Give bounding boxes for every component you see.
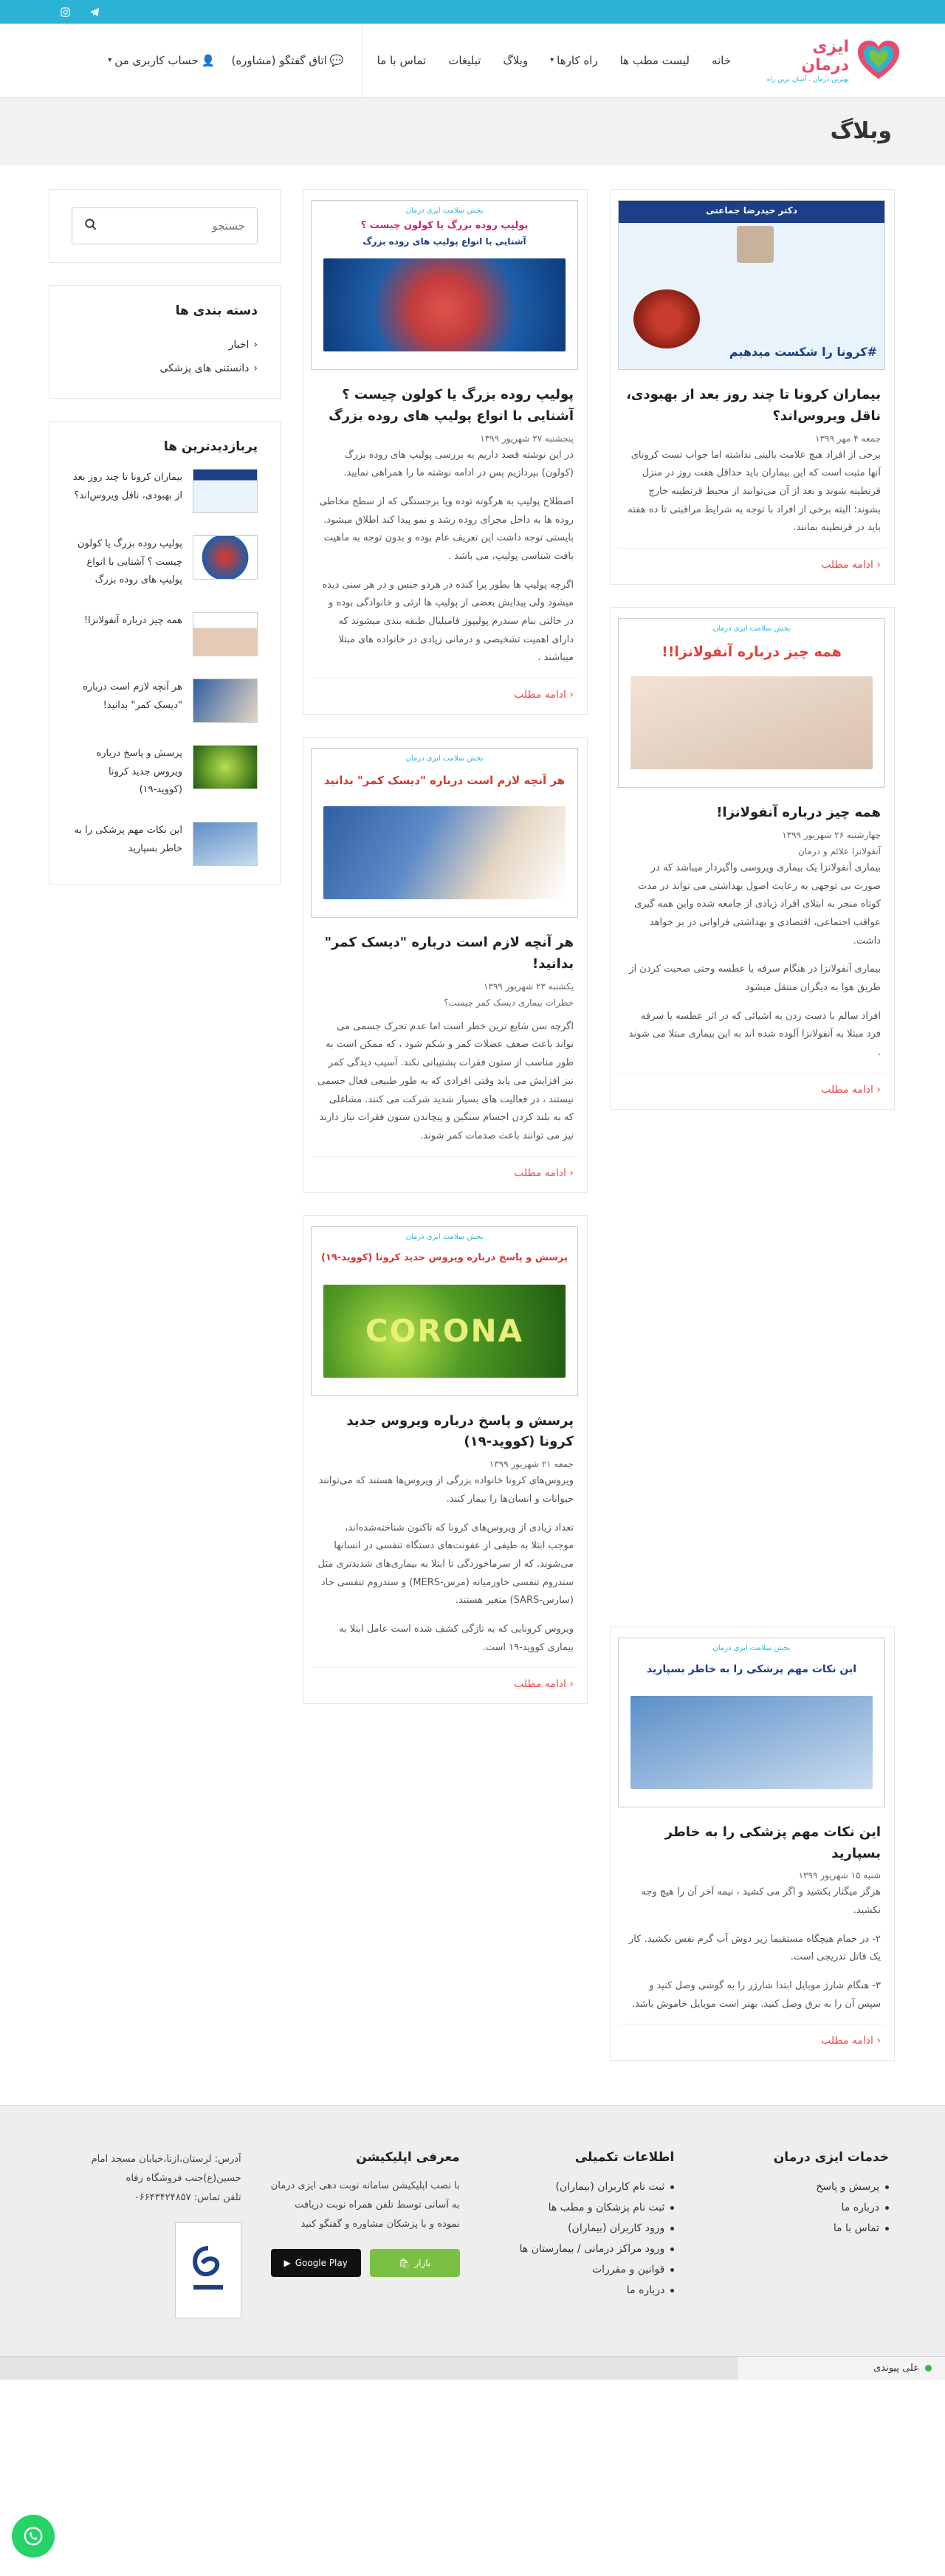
footer-link[interactable] [489,2280,675,2301]
post-excerpt [619,1883,885,2013]
footer-link[interactable] [489,2239,675,2259]
footer-link-label: ورود مراکز درمانی / بیمارستان ها [519,2243,665,2256]
read-more-label: ادامه مطلب [514,689,566,701]
enamad-badge[interactable] [175,2222,241,2318]
post-more-wrap [312,1667,578,1690]
online-user-label: علی پیوندی [873,2363,919,2374]
post-excerpt-paragraph: بیماری آنفولانزا در هنگام سرفه یا عطسه وحتی صحبت کردن از طریق هوا به دیگران منتقل میشود [629,964,881,993]
category-item-news[interactable] [72,333,258,357]
search-icon[interactable] [84,218,97,234]
post-image-heading: هر آنچه لازم است درباره "دیسک کمر" بدانید [323,774,566,788]
post-image-brand: بخش سلامت ایزی درمان [405,755,484,763]
post-date: جمعه ۲۱ شهریور ۱۳۹۹ [489,1459,574,1470]
post-image-photo [630,1696,873,1789]
popular-thumbnail [193,535,258,580]
footer-link[interactable] [489,2218,675,2239]
popular-thumbnail [193,745,258,789]
post-category: آنفولانزا علائم و درمان [797,845,881,856]
column-spacer [610,1132,895,1604]
post-excerpt [312,1472,578,1657]
footer-services-title: خدمات ایزی درمان [773,2150,889,2165]
popular-item[interactable] [72,822,258,866]
post-image-photo [630,676,873,769]
popular-item-title: هر آنچه لازم است درباره "دیسک کمر" بدانید! [83,681,182,711]
search-box [72,207,258,244]
footer-app-title: معرفی اپلیکیشن [356,2150,460,2165]
read-more-link[interactable]: ‹ ادامه مطلب [821,1083,881,1096]
popular-thumbnail [193,822,258,866]
post-excerpt-paragraph: هرگز میگنار بکشید و اگر می کشید ، نیمه آخر آن را هیچ وجه نکشید. [641,1886,881,1916]
footer-extra [489,2150,675,2326]
sidebar [49,189,281,885]
popular-title: پربازدیدترین ها [163,439,258,454]
nav-solutions-label: راه کارها [557,53,598,67]
footer-link[interactable] [489,2177,675,2197]
instagram-icon[interactable] [58,4,72,19]
post-title[interactable]: بیماران کرونا تا چند روز بعد از بهبودی، ناقل ویروس‌اند؟ [626,387,881,424]
popular-item-title: پولیپ روده بزرگ یا کولون چیست ؟ آشنایی با انواع پولیپ های روده بزرگ [77,538,182,586]
post-grid [303,189,895,2061]
popular-item-title: این نکات مهم پزشکی را به خاطر بسپارید [74,825,182,854]
post-date: شنبه ۱۵ شهریور ۱۳۹۹ [798,1870,881,1881]
post-image-photo [323,1285,566,1378]
footer-app-text: با نصب اپلیکیشن سامانه نوبت دهی ایزی درمان به آسانی توسط تلفن همراه نوبت دریافت نموده و با پزشکان مشاوره و گفتگو کنید [270,2180,460,2230]
user-icon: 👤 [201,53,216,67]
footer-link[interactable] [704,2218,889,2239]
post-column-left [303,189,588,1704]
popular-item[interactable] [72,469,258,513]
footer-services [704,2150,889,2326]
post-image-photo [323,806,566,899]
footer-link-label: ثبت نام کاربران (بیماران) [555,2181,665,2194]
footer-link[interactable] [489,2197,675,2218]
bullet-icon [885,2185,889,2189]
post-more-wrap [619,2024,885,2047]
post-excerpt-paragraph: افراد سالم با دست زدن به اشیائی که در اثر عطسه یا سرفه فرد مبتلا به آنفولانزا آلوده شده اند به این بیماری مبتلا می شوند . [628,1010,881,1059]
post-excerpt-paragraph: تعداد زیادی از ویروس‌های کرونا که تاکنون شناخته‌شده‌اند، موجب ابتلا به طیفی از عفونت‌های دستگاه تنفسی در انسانها می‌شوند. که از سرماخوردگی تا ابتلا به بیماری‌های شدیدتری مثل سندروم تنفسی خاورمیانه (مرس-MERS) و سندروم تنفسی حاد (سارس-SARS) متغیر هستند. [317,1522,574,1607]
chat-bubble-icon: 💬 [329,53,344,67]
post-title[interactable]: این نکات مهم پزشکی را به خاطر بسپارید [664,1824,881,1861]
nav-solutions[interactable] [550,54,598,67]
post-excerpt [312,1018,578,1146]
bazaar-button[interactable] [370,2249,460,2277]
post-thumbnail[interactable] [618,618,885,788]
bullet-icon [670,2289,674,2292]
post-more-wrap [312,1156,578,1179]
footer-contact [56,2150,241,2326]
post-excerpt [619,859,885,1062]
post-image-brand: بخش سلامت ایزی درمان [405,1232,484,1241]
post-card [610,1627,895,2061]
footer-link-label: قوانین و مقررات [591,2264,665,2276]
bullet-icon [670,2206,674,2210]
nav-home[interactable]: خانه [711,53,731,67]
search-widget [49,189,281,263]
post-image-word: CORONA [365,1313,524,1350]
post-excerpt-paragraph: بیماری آنفولانزا یک بیماری ویروسی واگیردار میباشد که در صورت بی توجهی به رعایت اصول بهداشتی می تواند در مدت کوتاه منجر به ابتلای افراد زیادی از جامعه شده واین همه گیری عواقب اجتماعی، اقتصادی و بهداشتی فراوانی در بر خواهد داشت. [634,862,881,947]
post-image-heading: این نکات مهم پزشکی را به خاطر بسپارید [646,1663,857,1675]
search-input[interactable] [97,219,245,233]
post-image-brand: بخش سلامت ایزی درمان [712,1644,791,1652]
bottom-bar [0,2356,945,2380]
account-label: حساب کاربری من [114,53,199,67]
google-play-icon: ▶ [284,2258,291,2269]
post-more-wrap [312,678,578,701]
post-image-brand: بخش سلامت ایزی درمان [712,625,791,633]
post-image-heading: پولیپ روده بزرگ یا کولون چیست ؟ [360,220,529,231]
category-label: دانستنی های پزشکی [159,363,250,374]
bullet-icon [670,2227,674,2230]
post-more-wrap [619,548,885,571]
logo-tagline: بهترین درمان ، آسان ترین راه [766,75,849,83]
post-image-doctor: دکتر حیدرضا جماعتی [706,205,797,216]
main-nav [377,24,731,97]
post-column-right [610,189,895,2061]
chevron-left-icon: ‹ [253,363,258,374]
nav-blog[interactable]: وبلاگ [503,53,529,67]
post-image-heading: همه چیز درباره آنفولانزا!! [662,644,842,661]
post-card [610,189,895,585]
footer-link[interactable] [704,2197,889,2218]
footer-app [271,2150,460,2326]
chevron-down-icon: ▾ [108,56,112,64]
post-excerpt [619,447,885,537]
chevron-down-icon: ▾ [550,56,554,64]
post-thumbnail[interactable] [311,748,578,918]
footer-link-label: درباره ما [626,2284,665,2297]
popular-thumbnail [193,679,258,723]
post-title[interactable]: هر آنچه لازم است درباره "دیسک کمر" بدانید! [324,935,574,972]
telegram-icon[interactable] [87,4,102,19]
read-more-link[interactable]: ‹ ادامه مطلب [514,689,574,701]
post-date: چهارشنبه ۲۶ شهریور ۱۳۹۹ [782,829,881,840]
post-excerpt-paragraph: ویروس‌های کرونا خانواده بزرگی از ویروس‌ها هستند که می‌توانند حیوانات و انسان‌ها را بیمار کنند. [318,1475,574,1505]
page-title-bar [0,97,945,165]
read-more-label: ادامه مطلب [514,1167,566,1179]
popular-item-title: پرسش و پاسخ درباره ویروس جدید کرونا (کووید-۱۹) [96,748,182,796]
footer-link-label: تماس با ما [833,2222,879,2235]
user-nav [108,54,343,67]
post-image-photo [737,226,774,263]
post-date: جمعه ۴ مهر ۱۳۹۹ [815,433,881,444]
bullet-icon [670,2185,674,2189]
google-play-button[interactable] [271,2249,361,2277]
read-more-link[interactable]: ‹ ادامه مطلب [821,559,881,571]
bullet-icon [670,2247,674,2251]
footer-link[interactable] [489,2259,675,2280]
post-image-virus [633,289,700,348]
post-date: یکشنبه ۲۳ شهریور ۱۳۹۹ [483,980,574,992]
popular-thumbnail [193,612,258,656]
google-play-label: Google Play [295,2258,348,2269]
popular-thumbnail [193,469,258,513]
nav-contact[interactable]: تماس با ما [377,53,427,67]
post-excerpt-paragraph: برخی از افراد هیچ علامت بالینی نداشته اما جواب تست کرونای آنها مثبت است که این بیماران باید حداقل هفت روز در منزل قرنطینه شوند و بعد از آن می‌توانند از محیط قرنطینه خارج بشوند؛ البته برخی از افراد با توجه به شرایط مراقبتی تا ده هفته باید در قرنطینه بمانند. [628,449,881,534]
popular-item-title: بیماران کرونا تا چند روز بعد از بهبودی، ناقل ویروس‌اند؟ [72,472,182,501]
post-excerpt [312,447,578,668]
logo-title: ایزی درمان [801,37,849,75]
top-bar [0,0,945,24]
site-logo[interactable] [760,38,901,83]
post-category: خطرات بیماری دیسک کمر چیست؟ [444,997,574,1008]
footer-link[interactable] [704,2177,889,2197]
post-title[interactable]: پولیپ روده بزرگ یا کولون چیست ؟ آشنایی با انواع پولیپ های روده بزرگ [329,387,574,424]
nav-ads[interactable]: تبلیغات [448,53,481,67]
read-more-link[interactable]: ‹ ادامه مطلب [821,2035,881,2047]
footer-link-label: ثبت نام پزشکان و مطب ها [548,2202,665,2214]
post-image-subheading: آشنایی با انواع پولیپ های روده بزرگ [362,236,526,247]
categories-title: دسته بندی ها [175,303,258,318]
blog-content [0,165,945,2105]
online-dot-icon [925,2365,932,2371]
account-menu[interactable] [108,54,215,67]
post-card [303,1215,588,1705]
post-image-photo [323,258,566,351]
nav-clinics[interactable]: لیست مطب ها [619,53,690,67]
post-excerpt-paragraph: اصطلاح پولیپ به هرگونه توده ویا برجستگی که از سطح مخاطی روده ها به داخل مجرای روده رشد و نمو پیدا کند اطلاق میشود. بایستی توجه داشت این تعریف عام بوده و بدون توجه به ماهیت بافت شناسی پولیپ، می باشد . [319,495,574,563]
footer-link-label: ورود کاربران (بیماران) [568,2222,665,2235]
post-more-wrap [619,1073,885,1096]
logo-heart-icon [856,39,901,82]
site-header [0,24,945,97]
site-footer [0,2105,945,2356]
post-card [303,189,588,715]
post-excerpt-paragraph: اگرچه پولیپ ها بطور پرا کنده در هردو جنس و در هر سنی دیده میشود ولی پیدایش بعضی از پولیپ ها ارثی و خانوادگی بوده و در حالتی بنام سندرم پولیپوز فامیلیال طبقه بندی میشوند که دارای اهمیت تشخیصی و درمانی زیادی در خانواده های مبتلا میباشند . [322,579,574,664]
read-more-link[interactable]: ‹ ادامه مطلب [514,1167,574,1179]
bazaar-label: بازار [414,2258,431,2269]
footer-address: آدرس: لرستان،ازنا،خیابان مسجد امام حسین(ع)جنب فروشگاه رفاه [91,2154,241,2185]
post-excerpt-paragraph: در این نوشته قصد داریم به بررسی پولیپ های روده بزرگ (کولون) بپردازیم پس در ادامه نوشته ما را همراهی نمایید. [343,449,574,479]
footer-link-label: پرسش و پاسخ [816,2181,879,2194]
bullet-icon [885,2206,889,2210]
online-status[interactable] [738,2357,945,2380]
post-card [303,737,588,1192]
footer-extra-title: اطلاعات تکمیلی [574,2150,675,2165]
popular-item[interactable] [72,535,258,590]
store-buttons [271,2249,460,2277]
post-excerpt-paragraph: اگرچه سن شایع ترین خطر است اما عدم تحرک جسمی می تواند باعث ضعف عضلات کمر و شکم شود ، که ممکن است به طور مناسب از ستون فقرات پشتیبانی نکند. آسیب دیدگی کمر نیز افزایش می یابد وقتی افرادی که به طور طبیعی فعال جسمی نیستند ، در فعالیت های بسیار شدید شرکت می کنند. مشاغلی که به بلند کردن اجسام سنگین و پیچاندن ستون فقرات نیاز دارند نیز می توانند باعث صدمات کمر شوند. [317,1020,574,1141]
post-image-heading: #کرونا را شکست میدهیم [729,345,877,359]
read-more-label: ادامه مطلب [821,2035,873,2047]
post-thumbnail[interactable] [618,1638,885,1807]
chat-room-label: اتاق گفتگو (مشاوره) [231,53,327,67]
footer-phone: تلفن تماس: ۰۶۶۴۳۴۲۴۸۵۷ [134,2192,241,2204]
read-more-label: ادامه مطلب [514,1678,566,1691]
bullet-icon [670,2268,674,2272]
post-excerpt-paragraph: ۳- هنگام شارژ موبایل ابتدا شارژر را به گوشی وصل کنید و سپس آن را به برق وصل کنید. بهتر است موبایل خاموش باشد. [631,1980,881,2010]
page-title: وبلاگ [830,118,892,144]
category-label: اخبار [228,339,250,351]
post-thumbnail[interactable] [618,200,885,370]
chevron-left-icon: ‹ [253,339,258,351]
post-title[interactable]: پرسش و پاسخ درباره ویروس جدید کرونا (کووید-۱۹) [346,1412,574,1450]
read-more-label: ادامه مطلب [821,1083,873,1096]
bazaar-icon: 🛍 [399,2258,410,2269]
whatsapp-icon[interactable] [12,2515,55,2558]
post-image-brand: بخش سلامت ایزی درمان [405,207,484,215]
popular-widget [49,421,281,885]
footer-link-label: درباره ما [841,2202,879,2214]
popular-item[interactable] [72,612,258,656]
post-card [610,607,895,1110]
bullet-icon [885,2227,889,2230]
post-image-heading: پرسش و پاسخ درباره ویروس جدید کرونا (کووید-۱۹) [320,1251,568,1263]
read-more-link[interactable]: ‹ ادامه مطلب [514,1678,574,1691]
popular-item-title: همه چیز درباره آنفولانزا! [83,615,182,627]
post-date: پنجشنبه ۲۷ شهریور ۱۳۹۹ [480,433,574,444]
chat-room-link[interactable] [231,54,343,67]
post-thumbnail[interactable] [311,1226,578,1396]
categories-widget [49,285,281,399]
popular-item[interactable] [72,679,258,723]
popular-item[interactable] [72,745,258,800]
post-thumbnail[interactable] [311,200,578,370]
post-title[interactable]: همه چیز درباره آنفولانزا! [716,805,881,821]
category-item-medical[interactable] [72,357,258,380]
post-excerpt-paragraph: ۲- در حمام هیچگاه مستقیما زیر دوش آب گرم نفس نکشید. کار یک قاتل تدریجی است. [628,1933,881,1963]
read-more-label: ادامه مطلب [821,559,873,571]
post-excerpt-paragraph: ویروس کرونایی که به تازگی کشف شده است عامل ابتلا به بیماری کووید-۱۹ است. [339,1623,574,1653]
